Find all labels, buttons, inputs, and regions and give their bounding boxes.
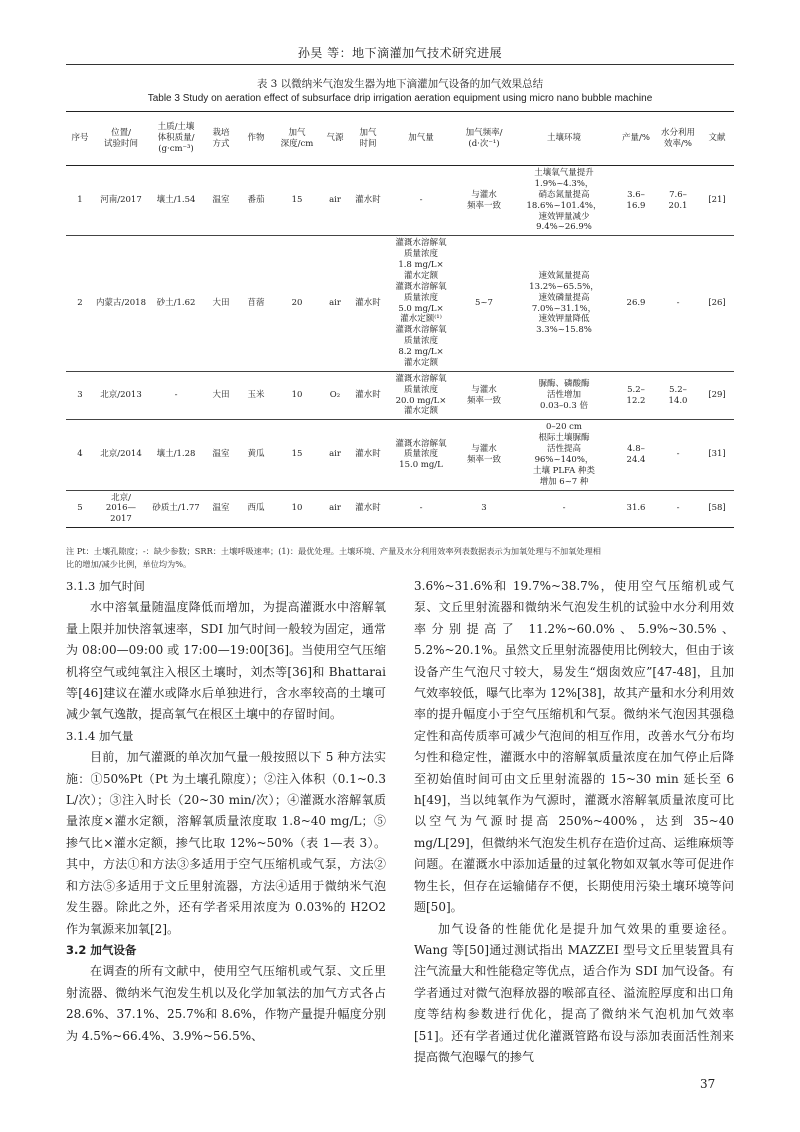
table-cell xyxy=(456,236,512,372)
table-cell xyxy=(456,166,512,236)
cell-line: 方式 xyxy=(212,138,230,149)
table-cell xyxy=(700,371,734,420)
table-cell xyxy=(94,490,148,528)
cell-line: 土壤氧气量提升 xyxy=(534,168,594,178)
table-cell xyxy=(386,236,456,372)
table-header-cell xyxy=(456,112,512,166)
table-cell xyxy=(148,166,204,236)
section-heading: 3.2 加气设备 xyxy=(66,942,137,957)
table-cell xyxy=(700,236,734,372)
table-cell xyxy=(238,420,274,490)
cell-line: 砂质土/1.77 xyxy=(152,503,200,514)
cell-line: air xyxy=(329,503,341,514)
cell-line: 河南/2017 xyxy=(100,195,142,206)
table-cell xyxy=(66,236,94,372)
table-cell xyxy=(148,236,204,372)
cell-line: 试验时间 xyxy=(103,138,138,149)
table-header-cell xyxy=(616,112,656,166)
cell-line: - xyxy=(676,298,680,309)
cell-line: 与灌水 xyxy=(471,384,497,395)
table-cell xyxy=(656,490,700,528)
cell-line: 96%~140%， xyxy=(534,454,594,465)
table-header-row xyxy=(66,112,734,166)
cell-line: [58] xyxy=(708,503,726,514)
table-cell xyxy=(512,420,616,490)
cell-line: 与灌水 xyxy=(471,444,497,454)
cell-line: air xyxy=(329,195,341,206)
table-header-cell xyxy=(700,112,734,166)
cell-line: - xyxy=(676,449,680,460)
running-title: 孙昊 等：地下滴灌加气技术研究进展 xyxy=(297,46,503,60)
cell-line: O₂ xyxy=(329,390,341,401)
section-heading: 3.1.4 加气量 xyxy=(66,728,134,743)
table-header-cell xyxy=(320,112,350,166)
table-cell xyxy=(656,166,700,236)
table-cell xyxy=(204,236,238,372)
cell-line: 5.2– xyxy=(669,384,687,395)
table-cell xyxy=(386,166,456,236)
body-paragraph-continued: 3.6%~31.6%和 19.7%~38.7%，使用空气压缩机或气泵、文丘里射流器和微纳米气泡发生机的试验中水分利用效率分别提高了 11.2%~60.0%、5.9%~30.5%、5.2%~20.1%。虽然文丘里射流器使用比例较大，但由于该设备产生气泡尺寸较大，易发生“烟囱效应”[47-48]，且加气效率较低，曝气比率为 12%[38]，故其产量和水分利用效率的提升幅度小于空气压缩机和气泵。微纳米气泡因其强稳定性和高传质率可减少气泡间的相互作用，改善水气分布均匀性和稳定性，灌溉水中的溶解氧质量浓度在加气停止后降至初始值时间可由文丘里射流器的 15~30 min 延长至 6 h[49]，当以纯氧作为气源时，灌溉水溶解氧质量浓度可比以空气为气源时提高 250%~400%，达到 35~40 mg/L[29]，但微纳米气泡发生机存在造价过高、运维麻烦等问题。在灌溉水中添加适量的过氧化物如双氧水等可促进作物生长，但存在运输储存不便，长期使用污染土壤环境等问题[50]。 xyxy=(414,579,734,915)
table-cell xyxy=(386,371,456,420)
table-cell xyxy=(238,490,274,528)
table-row xyxy=(66,166,734,236)
cell-line: 2016—2017 xyxy=(105,503,137,525)
cell-line: 灌溉水溶解氧 xyxy=(395,238,447,249)
cell-line: 灌水时 xyxy=(355,390,381,401)
cell-line: 文献 xyxy=(708,133,726,144)
table-cell xyxy=(148,371,204,420)
table-cell xyxy=(320,166,350,236)
table-cell xyxy=(350,371,386,420)
cell-line: 16.9 xyxy=(626,200,646,211)
table-cell xyxy=(238,166,274,236)
cell-line: 5.2– xyxy=(627,384,645,395)
table-cell xyxy=(94,236,148,372)
table-cell xyxy=(66,166,94,236)
table-cell xyxy=(320,236,350,372)
table-cell xyxy=(238,236,274,372)
table-header-cell xyxy=(386,112,456,166)
cell-line: 0–20 cm xyxy=(546,422,582,433)
cell-line: 水分利用 xyxy=(660,127,695,138)
table-cell xyxy=(94,166,148,236)
table-header-cell xyxy=(148,112,204,166)
table-header-cell xyxy=(94,112,148,166)
cell-line: 质量浓度 xyxy=(403,249,438,260)
cell-line: 24.4 xyxy=(626,454,646,465)
cell-line: - xyxy=(174,390,178,401)
table-cell xyxy=(616,166,656,236)
cell-line: 北京/ xyxy=(111,492,131,503)
cell-line: 5~7 xyxy=(475,298,493,309)
cell-line: 活性增加 xyxy=(546,390,581,401)
cell-line: 速效钾量减少 xyxy=(538,211,590,222)
cell-line: - xyxy=(676,503,680,514)
cell-line: 灌溉水溶解氧 xyxy=(395,438,447,449)
cell-line: [31] xyxy=(708,449,726,460)
cell-line: 14.0 xyxy=(668,395,688,406)
cell-line: 效率/% xyxy=(664,138,692,149)
cell-line: 3 xyxy=(481,503,487,514)
cell-line: 速效磷量提高 xyxy=(538,292,590,303)
table-note-line: 注 Pt：土壤孔隙度；-：缺少参数；SRR：土壤呼吸速率；(1)：最优处理。土壤环境、产量及水分利用效率列表数据表示为加氧处理与不加氧处理相 xyxy=(66,546,601,556)
table-note-line: 比的增加/减少比例，单位均为%。 xyxy=(66,558,192,569)
cell-line: 1.9%~4.3%， xyxy=(534,178,594,189)
table-cell xyxy=(350,490,386,528)
table-header-cell xyxy=(350,112,386,166)
cell-line: 10 xyxy=(291,390,303,401)
table-cell xyxy=(386,420,456,490)
table-cell xyxy=(350,236,386,372)
cell-line: 质量浓度 xyxy=(403,449,438,460)
cell-line: 深度/cm xyxy=(280,138,314,149)
cell-line: 灌溉水溶解氧 xyxy=(395,325,447,336)
cell-line: 15 xyxy=(291,449,303,460)
cell-line: 20.1 xyxy=(668,200,688,211)
cell-line: 13.2%~65.5%， xyxy=(529,281,599,292)
cell-line: 速效钾量降低 xyxy=(538,314,590,325)
table-cell xyxy=(94,420,148,490)
table-cell xyxy=(274,371,320,420)
table-cell xyxy=(320,490,350,528)
table-body xyxy=(66,166,734,528)
table-cell xyxy=(204,371,238,420)
cell-line: 1.8 mg/L× xyxy=(398,260,444,270)
body-paragraph: 加气设备的性能优化是提升加气效果的重要途径。Wang 等[50]通过测试指出 MAZZEI 型号文丘里装置具有注气流量大和性能稳定等优点，适合作为 SDI 加气设备。有学者通过对微气泡释放器的喉部直径、溢流腔厚度和出口角度等结构参数进行优化，提高了微纳米气泡机加气效率[51]。还有学者通过优化灌溉管路布设与添加表面活性剂来提高微气泡曝气的掺气 xyxy=(414,921,734,1064)
cell-line: 质量浓度 xyxy=(403,384,438,395)
table-cell xyxy=(656,236,700,372)
cell-line: 15 xyxy=(291,195,303,206)
table-caption-en: Table 3 Study on aeration effect of subsurface drip irrigation aeration equipment using micro nano bubble machine xyxy=(147,93,653,104)
cell-line: 脲酶、磷酸酶 xyxy=(538,379,590,390)
right-column xyxy=(414,576,734,1068)
cell-line: 壤土/1.54 xyxy=(156,195,196,206)
cell-line: 土壤环境 xyxy=(546,133,581,144)
cell-line: 土质/土壤 xyxy=(157,122,195,133)
table-cell xyxy=(66,490,94,528)
cell-line: 内蒙古/2018 xyxy=(96,298,146,309)
cell-line: 与灌水 xyxy=(471,189,497,200)
table-cell xyxy=(274,236,320,372)
table-cell xyxy=(616,236,656,372)
cell-line: 苜蓿 xyxy=(247,298,265,309)
cell-line: 7.6– xyxy=(669,189,687,200)
table-row xyxy=(66,490,734,528)
cell-line: 温室 xyxy=(212,449,230,460)
cell-line: air xyxy=(329,449,341,460)
table-cell xyxy=(204,490,238,528)
table-cell xyxy=(616,371,656,420)
cell-line: 3.6– xyxy=(627,189,645,200)
cell-line: 9.4%~26.9% xyxy=(536,222,592,233)
table-cell xyxy=(320,420,350,490)
table-cell xyxy=(204,420,238,490)
section-heading: 3.1.3 加气时间 xyxy=(66,579,145,593)
cell-line: 体积质量/ xyxy=(157,133,195,144)
body-paragraph: 水中溶氧量随温度降低而增加，为提高灌溉水中溶解氧量上限并加快溶氧速率，SDI 加气时间一般较为固定，通常为 08:00—09:00 或 17:00—19:00[36]。当使用空气压缩机将空气或纯氧注入根区土壤时，刘杰等[36]和 Bhattarai 等[46]建议在灌水或降水后单独进行，含水率较高的土壤可减少氧气逸散，提高氧气在根区土壤中的存留时间。 xyxy=(66,600,386,722)
table-header-cell xyxy=(512,112,616,166)
table-cell xyxy=(700,420,734,490)
table-cell xyxy=(274,420,320,490)
cell-line: [21] xyxy=(708,195,726,206)
cell-line: 大田 xyxy=(212,298,230,309)
table-cell xyxy=(386,490,456,528)
table-cell xyxy=(512,371,616,420)
cell-line: 栽培 xyxy=(212,127,230,138)
table-cell xyxy=(656,371,700,420)
body-paragraph: 目前，加气灌溉的单次加气量一般按照以下 5 种方法实施：①50%Pt（Pt 为土壤孔隙度）；②注入体积（0.1~0.3 L/次）；③注入时长（20~30 min/次）；④灌溉水溶解氧质量浓度×灌水定额，溶解氧质量浓度取 1.8~40 mg/L；⑤掺气比×灌水定额，掺气比取 12%~50%（表 1—表 3）。其中，方法①和方法③多适用于空气压缩机或气泵，方法②和方法⑤多适用于文丘里射流器，方法④适用于微纳米气泡发生器。除此之外，还有学者采用浓度为 0.03%的 H2O2 作为氧源来加氧[2]。 xyxy=(66,750,386,936)
table-caption-cn: 表 3 以微纳米气泡发生器为地下滴灌加气设备的加气效果总结 xyxy=(256,78,544,90)
cell-line: 北京/2013 xyxy=(100,390,142,401)
table-header-cell xyxy=(238,112,274,166)
cell-line: 土壤 PLFA 种类 xyxy=(532,465,596,476)
cell-line: 灌水时 xyxy=(355,298,381,309)
cell-line: 速效氮量提高 xyxy=(538,270,590,281)
table-cell xyxy=(350,166,386,236)
cell-line: 31.6 xyxy=(626,503,646,514)
cell-line: 加气量 xyxy=(408,133,434,144)
cell-line: 增加 6~7 种 xyxy=(539,476,589,487)
table-row xyxy=(66,420,734,490)
table-cell xyxy=(66,420,94,490)
cell-line: 频率一致 xyxy=(466,200,501,211)
cell-line: 灌水定额 xyxy=(403,406,438,417)
cell-line: 1 xyxy=(77,195,83,206)
aeration-effect-table xyxy=(66,111,734,528)
cell-line: 序号 xyxy=(71,133,89,144)
cell-line: 气源 xyxy=(326,133,344,144)
table-cell xyxy=(700,490,734,528)
cell-line: 产量/% xyxy=(622,133,650,144)
cell-line: 位置/ xyxy=(111,127,131,138)
table-cell xyxy=(238,371,274,420)
cell-line: 玉米 xyxy=(247,390,265,401)
cell-line: 18.6%~101.4%， xyxy=(526,200,602,211)
cell-line: 活性提高 xyxy=(546,444,581,454)
cell-line: - xyxy=(562,503,566,514)
table-cell xyxy=(456,490,512,528)
cell-line: 20 xyxy=(291,298,303,309)
cell-line: 砂土/1.62 xyxy=(156,298,196,309)
cell-line: 2 xyxy=(77,298,83,309)
left-column xyxy=(66,576,386,1047)
cell-line: 4.8– xyxy=(627,444,645,454)
table-cell xyxy=(274,490,320,528)
cell-line: 3.3%~15.8% xyxy=(536,325,592,336)
cell-line: 灌水定额⁽¹⁾ xyxy=(400,314,442,325)
table-cell xyxy=(616,490,656,528)
table-row xyxy=(66,371,734,420)
table-cell xyxy=(204,166,238,236)
cell-line: 质量浓度 xyxy=(403,292,438,303)
table-header-cell xyxy=(204,112,238,166)
table-cell xyxy=(320,371,350,420)
cell-line: 北京/2014 xyxy=(100,449,142,460)
cell-line: 灌水定额 xyxy=(403,270,438,281)
cell-line: 温室 xyxy=(212,503,230,514)
body-paragraph: 在调查的所有文献中，使用空气压缩机或气泵、文丘里射流器、微纳米气泡发生机以及化学加氧法的加气方式各占 28.6%、37.1%、25.7%和 8.6%，作物产量提升幅度分别为 4.5%~66.4%、3.9%~56.5%、 xyxy=(66,964,386,1043)
cell-line: 黄瓜 xyxy=(247,449,265,460)
cell-line: 灌水时 xyxy=(355,503,381,514)
cell-line: 3 xyxy=(77,390,83,401)
cell-line: 灌水时 xyxy=(355,195,381,206)
cell-line: 时间 xyxy=(359,138,377,149)
table-cell xyxy=(512,490,616,528)
cell-line: 7.0%~31.1%， xyxy=(531,303,597,314)
table-cell xyxy=(94,371,148,420)
cell-line: 10 xyxy=(291,503,303,514)
table-cell xyxy=(274,166,320,236)
cell-line: 频率一致 xyxy=(466,454,501,465)
cell-line: 番茄 xyxy=(247,195,265,206)
table-cell xyxy=(350,420,386,490)
cell-line: 8.2 mg/L× xyxy=(398,347,444,357)
cell-line: (g·cm⁻³) xyxy=(158,143,194,154)
cell-line: 大田 xyxy=(212,390,230,401)
cell-line: 5.0 mg/L× xyxy=(398,303,444,314)
cell-line: 4 xyxy=(77,449,83,460)
table-cell xyxy=(148,490,204,528)
cell-line: 作物 xyxy=(247,133,265,144)
cell-line: 灌溉水溶解氧 xyxy=(395,281,447,292)
cell-line: 硝态氮量提高 xyxy=(538,189,590,200)
cell-line: 灌水定额 xyxy=(403,357,438,368)
table-cell xyxy=(456,371,512,420)
cell-line: 壤土/1.28 xyxy=(156,449,196,460)
cell-line: 灌水时 xyxy=(355,449,381,460)
cell-line: - xyxy=(419,195,423,206)
cell-line: 加气 xyxy=(288,127,306,138)
table-cell xyxy=(66,371,94,420)
cell-line: 频率一致 xyxy=(466,395,501,406)
table-cell xyxy=(512,236,616,372)
cell-line: [26] xyxy=(708,298,726,309)
table-header-cell xyxy=(274,112,320,166)
table-note xyxy=(66,545,734,570)
cell-line: 西瓜 xyxy=(247,503,265,514)
cell-line: 12.2 xyxy=(626,395,646,406)
cell-line: (d·次⁻¹) xyxy=(468,138,500,149)
cell-line: - xyxy=(419,503,423,514)
table-cell xyxy=(656,420,700,490)
cell-line: 灌溉水溶解氧 xyxy=(395,373,447,384)
table-cell xyxy=(148,420,204,490)
table-cell xyxy=(512,166,616,236)
cell-line: 根际土壤脲酶 xyxy=(538,433,590,444)
table-header-cell xyxy=(656,112,700,166)
cell-line: air xyxy=(329,298,341,309)
table-header-cell xyxy=(66,112,94,166)
cell-line: 0.03–0.3 倍 xyxy=(540,400,588,411)
cell-line: 26.9 xyxy=(626,298,646,309)
cell-line: [29] xyxy=(708,390,726,401)
cell-line: 15.0 mg/L xyxy=(399,460,443,471)
header-rule xyxy=(66,64,734,65)
table-row xyxy=(66,236,734,372)
cell-line: 加气频率/ xyxy=(465,127,503,138)
cell-line: 5 xyxy=(77,503,83,514)
table-cell xyxy=(700,166,734,236)
cell-line: 加气 xyxy=(359,127,377,138)
cell-line: 温室 xyxy=(212,195,230,206)
page-number: 37 xyxy=(700,1077,716,1091)
table-cell xyxy=(456,420,512,490)
table-cell xyxy=(616,420,656,490)
cell-line: 质量浓度 xyxy=(403,336,438,347)
cell-line: 20.0 mg/L× xyxy=(395,395,447,406)
